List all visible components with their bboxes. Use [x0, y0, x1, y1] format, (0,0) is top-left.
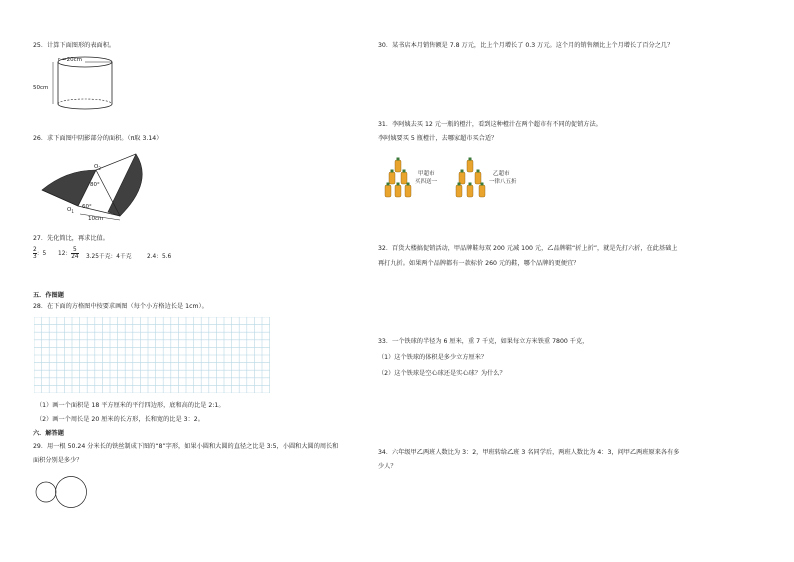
q33-line1: 33．一个铁球的半径为 6 厘米，重 7 千克，如果每立方米铁重 7800 千克，	[378, 338, 589, 345]
bottles-shop-b	[455, 156, 489, 200]
expr-2: 12： $\frac{5}{24}$	[58, 247, 79, 260]
q33-part2: （2）这个铁球是空心球还是实心球？为什么？	[378, 370, 506, 377]
q34-line2: 少人？	[378, 463, 397, 470]
q30-text: 30．某书店本月销售额是 7.8 万元，比上个月增长了 0.3 万元。这个月的销售额比上个月增长了百分之几？	[378, 42, 674, 49]
length-10cm-label: 10cm	[88, 216, 104, 222]
q29-line2: 面积分别是多少？	[33, 457, 83, 464]
section-6-heading: 六．解答题	[33, 430, 64, 437]
shop-a-promo: 买四送一	[415, 179, 438, 185]
q27-text: 27．先化简比，再求比值。	[33, 235, 109, 242]
cylinder-height-label: 50cm	[33, 85, 49, 91]
figure-eight-circles	[33, 475, 93, 511]
q32-line2: 再打九折。如果两个品牌都有一款标价 260 元的鞋，哪个品牌的更便宜？	[378, 260, 580, 267]
angle-60-label: 60°	[82, 204, 92, 210]
q26-text: 26．求下面图中阴影部分的面积。（π取 3.14）	[33, 135, 163, 142]
q29-line1: 29．用一根 50.24 分米长的铁丝制成下图的“8”字形，如果小圆和大圆的直径之比是 3:5，小圆和大圆的周长和	[33, 443, 339, 450]
q28-part2: （2）画一个周长是 20 厘米的长方形，长和宽的比是 3：2。	[36, 416, 204, 423]
expr-1: $\frac{2}{3}$ ：5	[33, 247, 47, 260]
q28-text: 28．在下面的方格图中按要求画图（每个小方格边长是 1cm）。	[33, 303, 208, 310]
q31-line1: 31．李阿姨去买 12 元一瓶的橙汁，看到这种橙汁在两个超市有不同的促销方法。	[378, 121, 602, 128]
angle-80-label: 80°	[90, 182, 100, 188]
expr-4: 2.4：5.6	[147, 254, 172, 260]
cylinder-radius-label: r =20cm	[58, 57, 82, 63]
shop-b-promo: 一律八五折	[489, 179, 517, 185]
q34-line1: 34．六年级甲乙两班人数比为 3：2，甲班转给乙班 3 名同学后，两班人数比为 4：3，问甲乙两班原来各有多	[378, 449, 680, 456]
expr-3: 3.25千克：4千克	[86, 254, 132, 260]
grid-paper	[34, 317, 270, 393]
q25-text: 25．计算下面图形的表面积。	[33, 42, 116, 49]
bottles-shop-a	[384, 156, 414, 200]
shop-a-name: 甲超市	[418, 171, 435, 177]
q28-part1: （1）画一个面积是 18 平方厘米的平行四边形，底和高的比是 2:1。	[36, 402, 225, 409]
q33-part1: （1）这个铁球的体积是多少立方厘米？	[378, 354, 488, 361]
section-5-heading: 五．作图题	[33, 292, 64, 299]
point-o1-label: $O_1$	[67, 207, 74, 215]
q32-line1: 32．百货大楼搞促销活动，甲品牌鞋每双 200 元减 100 元，乙品牌鞋“折上折”，就是先打六折，在此基础上	[378, 245, 678, 252]
q31-line2: 李阿姨要买 5 瓶橙汁，去哪家超市买合适？	[378, 135, 498, 142]
point-o2-label: $O_2$	[94, 164, 101, 172]
shop-b-name: 乙超市	[493, 171, 510, 177]
